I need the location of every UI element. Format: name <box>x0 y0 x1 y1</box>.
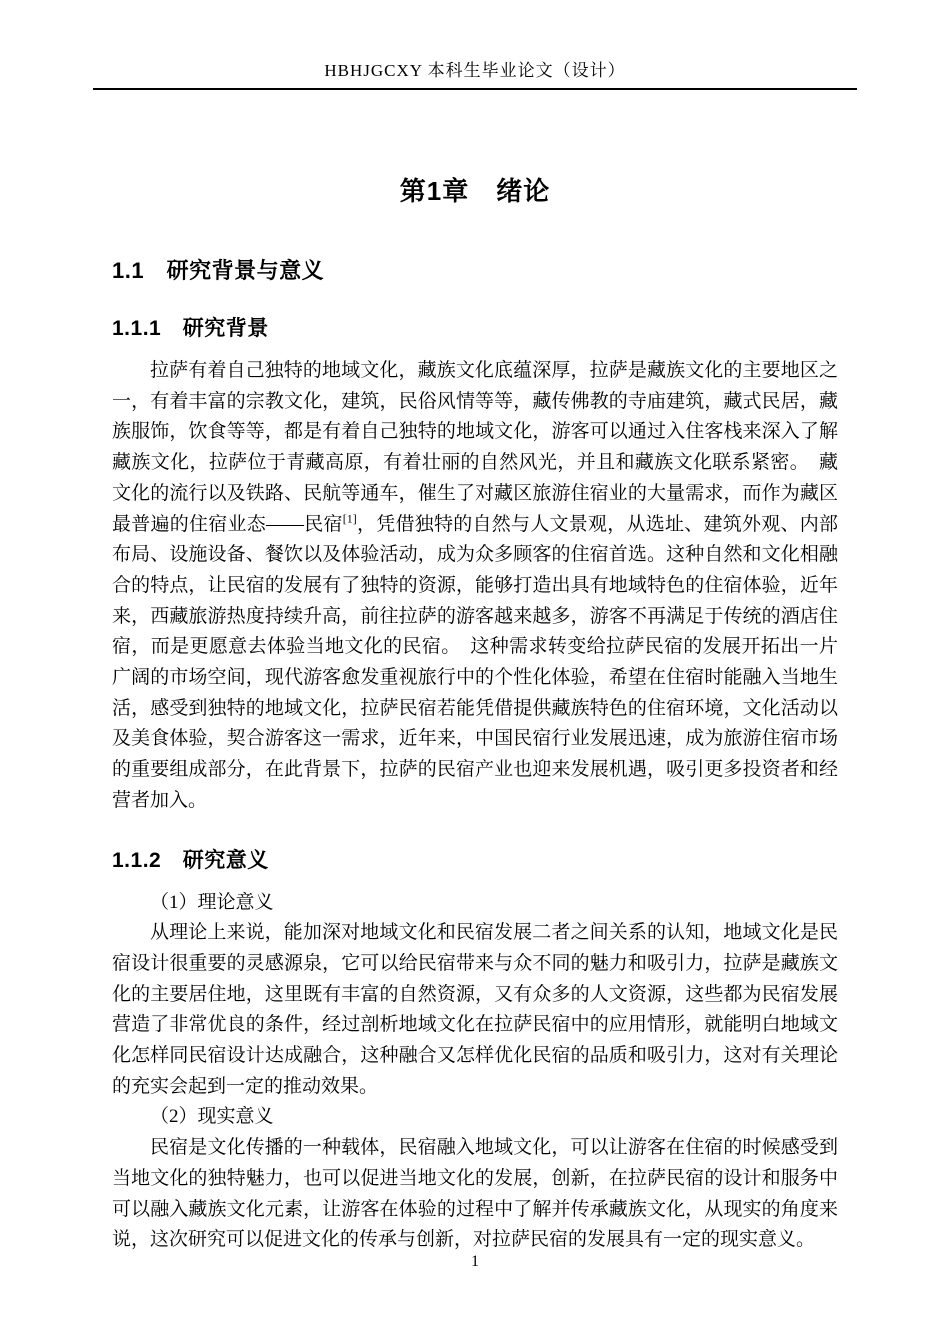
chapter-title: 第1章 绪论 <box>399 176 551 206</box>
citation-ref-1: [1] <box>342 511 357 526</box>
theoretical-significance-label: （1）理论意义 <box>150 891 274 913</box>
background-text-before-citation: 拉萨有着自己独特的地域文化，藏族文化底蕴深厚，拉萨是藏族文化的主要地区之一，有着丰富的宗教文化，建筑，民俗风情等等，藏传佛教的寺庙建筑，藏式民居，藏族服饰，饮食等等，都是有着自己独特的地域文化，游客可以通过入住客栈来深入了解藏族文化，拉萨位于青藏高原，有着壮丽的自然风光，并且和藏族文化联系紧密。 藏文化的流行以及铁路、民航等通车，催生了对藏区旅游住宿业的大量需求，而作为藏区最普遍的住宿业态——民宿 <box>112 360 838 535</box>
running-head: HBHJGCXY 本科生毕业论文（设计） <box>324 61 626 80</box>
document-body <box>112 174 838 1256</box>
practical-significance-label: （2）现实意义 <box>150 1106 274 1128</box>
section-heading-1-1: 1.1 研究背景与意义 <box>112 258 325 283</box>
section-heading-1-1-1: 1.1.1 研究背景 <box>112 317 269 340</box>
background-text-after-citation: ，凭借独特的自然与人文景观，从选址、建筑外观、内部布局、设施设备、餐饮以及体验活动，成为众多顾客的住宿首选。这种自然和文化相融合的特点，让民宿的发展有了独特的资源，能够打造出具有地域特色的住宿体验，近年来，西藏旅游热度持续升高，前往拉萨的游客越来越多，游客不再满足于传统的酒店住宿，而是更愿意去体验当地文化的民宿。 这种需求转变给拉萨民宿的发展开拓出一片广阔的市场空间，现代游客愈发重视旅行中的个性化体验，希望在住宿时能融入当地生活，感受到独特的地域文化，拉萨民宿若能凭借提供藏族特色的住宿环境，文化活动以及美食体验，契合游客这一需求，近年来，中国民宿行业发展迅速，成为旅游住宿市场的重要组成部分，在此背景下，拉萨的民宿产业也迎来发展机遇，吸引更多投资者和经营者加入。 <box>112 513 838 811</box>
page-footer <box>0 1252 950 1272</box>
header-divider <box>93 88 857 90</box>
background-paragraph <box>112 356 838 817</box>
section-heading-1-1-2: 1.1.2 研究意义 <box>112 848 269 872</box>
page-header <box>93 60 857 90</box>
practical-significance-paragraph: 民宿是文化传播的一种载体，民宿融入地域文化，可以让游客在住宿的时候感受到当地文化的独特魅力，也可以促进当地文化的发展，创新，在拉萨民宿的设计和服务中可以融入藏族文化元素，让游客在体验的过程中了解并传承藏族文化，从现实的角度来说，这次研究可以促进文化的传承与创新，对拉萨民宿的发展具有一定的现实意义。 <box>112 1137 838 1251</box>
page-number: 1 <box>471 1253 479 1270</box>
theoretical-significance-paragraph: 从理论上来说，能加深对地域文化和民宿发展二者之间关系的认知，地域文化是民宿设计很重要的灵感源泉，它可以给民宿带来与众不同的魅力和吸引力，拉萨是藏族文化的主要居住地，这里既有丰富的自然资源，又有众多的人文资源，这些都为民宿发展营造了非常优良的条件，经过剖析地域文化在拉萨民宿中的应用情形，就能明白地域文化怎样同民宿设计达成融合，这种融合又怎样优化民宿的品质和吸引力，这对有关理论的充实会起到一定的推动效果。 <box>112 922 838 1097</box>
